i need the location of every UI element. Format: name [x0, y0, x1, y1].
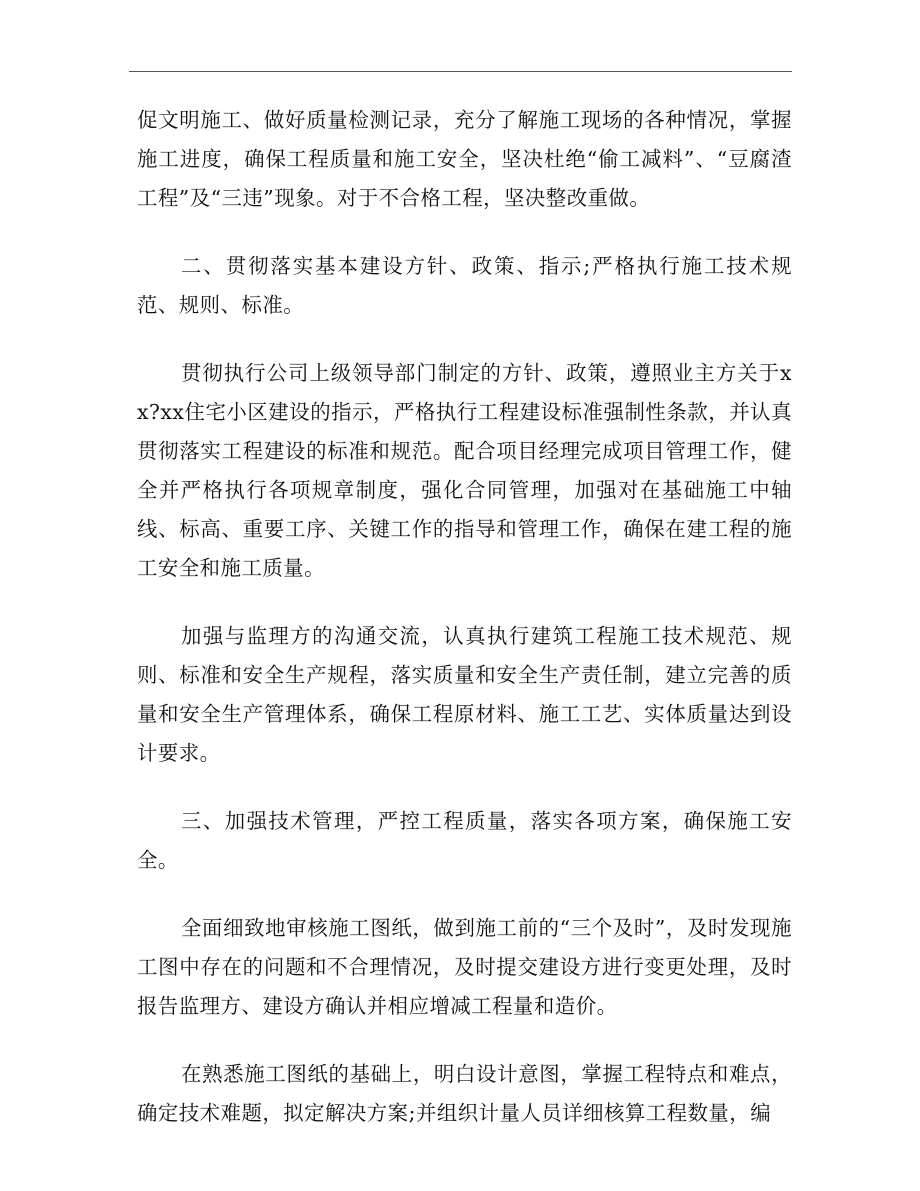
paragraph: 在熟悉施工图纸的基础上，明白设计意图，掌握工程特点和难点，确定技术难题，拟定解决方案;并组织计量人员详细核算工程数量，编 [137, 1062, 792, 1125]
paragraph: 加强与监理方的沟通交流，认真执行建筑工程施工技术规范、规则、标准和安全生产规程，落实质量和安全生产责任制，建立完善的质量和安全生产管理体系，确保工程原材料、施工工艺、实体质量达到设计要求。 [137, 624, 792, 765]
paragraph: 全面细致地审核施工图纸，做到施工前的“三个及时”，及时发现施工图中存在的问题和不合理情况，及时提交建设方进行变更处理，及时报告监理方、建设方确认并相应增减工程量和造价。 [137, 916, 792, 1018]
document-body [137, 101, 792, 1162]
section-heading-3: 三、加强技术管理，严控工程质量，落实各项方案，确保施工安全。 [137, 809, 792, 872]
section-heading-2: 二、贯彻落实基本建设方针、政策、指示;严格执行施工技术规范、规则、标准。 [137, 254, 792, 317]
header-divider [129, 71, 792, 72]
paragraph: 贯彻执行公司上级领导部门制定的方针、政策，遵照业主方关于xx?xx住宅小区建设的指示，严格执行工程建设标准强制性条款，并认真贯彻落实工程建设的标准和规范。配合项目经理完成项目管理工作，健全并严格执行各项规章制度，强化合同管理，加强对在基础施工中轴线、标高、重要工序、关键工作的指导和管理工作，确保在建工程的施工安全和施工质量。 [137, 361, 792, 580]
paragraph-continuation: 促文明施工、做好质量检测记录，充分了解施工现场的各种情况，掌握施工进度，确保工程质量和施工安全，坚决杜绝“偷工减料”、“豆腐渣工程”及“三违”现象。对于不合格工程，坚决整改重做。 [137, 108, 792, 210]
